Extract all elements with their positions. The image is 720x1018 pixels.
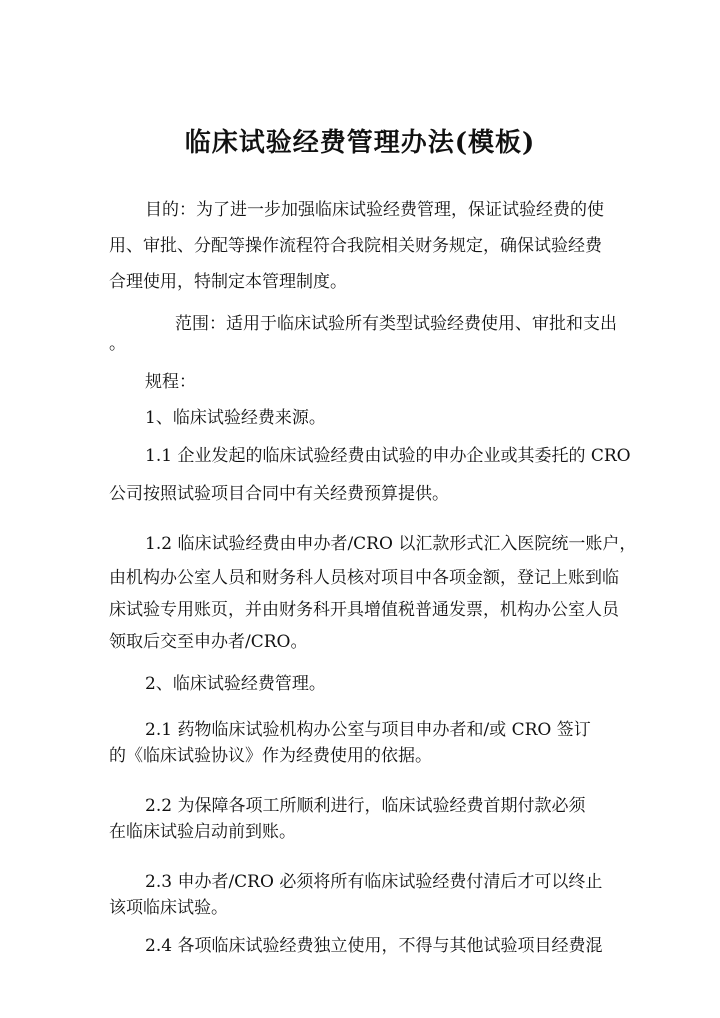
section-1-heading: 1、临床试验经费来源。 bbox=[145, 408, 326, 428]
clause-2-2-line-1: 2.2 为保障各项工所顺利进行，临床试验经费首期付款必须 bbox=[145, 796, 586, 816]
purpose-line-2: 用、审批、分配等操作流程符合我院相关财务规定，确保试验经费 bbox=[109, 236, 602, 256]
purpose-line-1: 目的：为了进一步加强临床试验经费管理，保证试验经费的使 bbox=[145, 200, 604, 220]
clause-2-3-line-1: 2.3 申办者/CRO 必须将所有临床试验经费付清后才可以终止 bbox=[145, 872, 603, 892]
scope-line-1: 范围：适用于临床试验所有类型试验经费使用、审批和支出 bbox=[175, 314, 617, 334]
clause-2-1-line-1: 2.1 药物临床试验机构办公室与项目申办者和/或 CRO 签订 bbox=[145, 720, 591, 740]
clause-2-3-line-2: 该项临床试验。 bbox=[109, 898, 228, 918]
clause-2-4-line-1: 2.4 各项临床试验经费独立使用，不得与其他试验项目经费混 bbox=[145, 936, 603, 956]
document-title: 临床试验经费管理办法(模板) bbox=[184, 128, 536, 158]
clause-1-2-line-2: 由机构办公室人员和财务科人员核对项目中各项金额，登记上账到临 bbox=[109, 568, 619, 588]
clause-1-1-line-2: 公司按照试验项目合同中有关经费预算提供。 bbox=[109, 484, 449, 504]
clause-2-1-line-2: 的《临床试验协议》作为经费使用的依据。 bbox=[109, 746, 432, 766]
clause-2-2-line-2: 在临床试验启动前到账。 bbox=[109, 822, 296, 842]
clause-1-2-line-3: 床试验专用账页，并由财务科开具增值税普通发票，机构办公室人员 bbox=[109, 600, 619, 620]
clause-1-2-line-1: 1.2 临床试验经费由申办者/CRO 以汇款形式汇入医院统一账户， bbox=[145, 534, 637, 554]
purpose-line-3: 合理使用，特制定本管理制度。 bbox=[109, 272, 347, 292]
clause-1-1-line-1: 1.1 企业发起的临床试验经费由试验的申办企业或其委托的 CRO bbox=[145, 446, 631, 466]
clause-1-2-line-4: 领取后交至申办者/CRO。 bbox=[109, 632, 308, 652]
procedure-heading: 规程： bbox=[145, 372, 196, 392]
scope-line-2: 。 bbox=[109, 334, 126, 354]
section-2-heading: 2、临床试验经费管理。 bbox=[145, 674, 326, 694]
